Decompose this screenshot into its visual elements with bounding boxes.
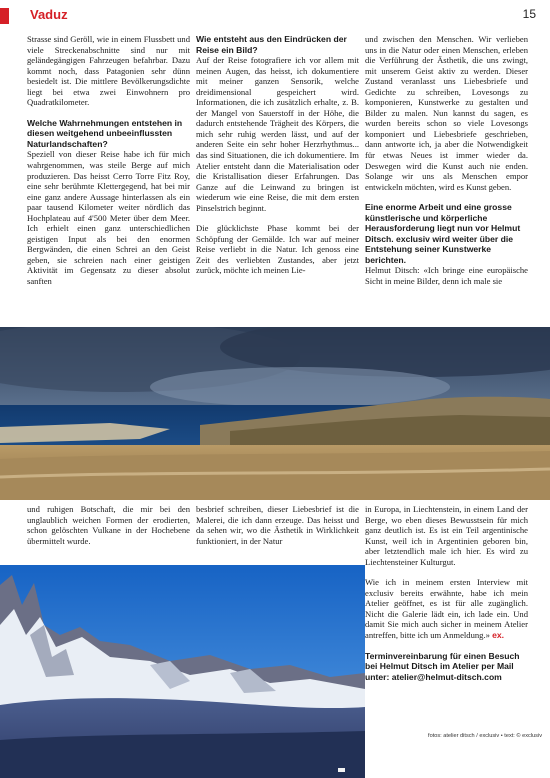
paragraph: Helmut Ditsch: «Ich bringe eine europäische Sicht in meine Bilder, denn ich male sie <box>365 265 528 287</box>
lake-landscape-image <box>0 327 550 500</box>
lake-landscape-photo <box>0 327 550 500</box>
lower-column-2 <box>196 504 359 559</box>
section-marker <box>0 8 9 24</box>
paragraph: Die glücklichste Phase kommt bei der Schöpfung der Gemälde. Ich war auf meiner Reise verliebt in die Natur. Ich genoss eine Zeit des verliebten Zustandes, aber jetzt zurück, möchte ich meinen Lie- <box>196 223 359 276</box>
paragraph: Auf der Reise fotografiere ich vor allem mit meinen Augen, das heisst, ich dokumentiere mit meiner ganzen Sensorik, welche dreidimensional gespeichert wird. Informationen, die ich zusätzlich erhalte, z. B. der Mangel von Sauerstoff in der Höhe, die dadurch entstehende Trägheit des Körpers, die mich sehr ruhig werden lässt, und auf der anderen Seite ein sehr hoher Herzrhythmus... das sind Situationen, die ich dokumentiere. Im Atelier entsteht dann die Materialisation oder die Kristallisation dieser Erfahrungen. Das Ganze auf die Leinwand zu bringen ist wiederum wie eine Reise, die mit dem ersten Pinselstrich beginnt. <box>196 55 359 213</box>
paragraph: Strasse sind Geröll, wie in einem Flussbett und viele Streckenabschnitte sind nur mit geländegängigen Fahrzeugen befahrbar. Dazu kommt noch, dass Patagonien sehr dünn besiedelt ist. Die mittlere Bevölkerungsdichte liegt bei etwa zwei Einwohnern pro Quadratkilometer. <box>27 34 190 108</box>
photo-credits: fotos: atelier ditsch / exclusiv • text: © exclusiv <box>428 733 542 739</box>
paragraph: und ruhigen Botschaft, die mir bei den unglaublich weichen Formen der erodierten, schon gelöschten Vulkane in der Hochebene übermittelt wurde. <box>27 504 190 546</box>
section-title: Vaduz <box>30 7 68 22</box>
closing-text: Wie ich in meinem ersten Interview mit exclusiv bereits erwähnte, habe ich mein Atelier geöffnet, es ist für alle zugänglich. Nicht die Galerie lädt ein, ich lade ein. Und damit Sie mich auch sicher in meinem Atelier antreffen, bitte ich um Anmeldung.» <box>365 577 528 641</box>
column-3 <box>365 34 528 324</box>
page-number: 15 <box>522 7 536 21</box>
paragraph: besbrief schreiben, dieser Liebesbrief ist die Malerei, die ich dann erzeuge. Das heisst und da sehen wir, wo die Ästhetik in Wirklichkeit funktioniert, in der Natur <box>196 504 359 546</box>
paragraph: in Europa, in Liechtenstein, in einem Land der Berge, wo eben dieses Bewusstsein für mich ganz deutlich ist. Es ist ein Teil argentinische Kunst, weil ich in Argentinien geboren bin, aber letztendlich male ich hier. Es wird zu Liechtensteiner Kulturgut. <box>365 504 528 567</box>
paragraph: und zwischen den Menschen. Wir verlieben uns in die Natur oder einen Menschen, erleben die Verführung der Ästhetik, die uns zwingt, mit unserem Geist aktiv zu werden. Dieser Zustand veranlasst uns Liebesbriefe und Gedichte zu schreiben, Lovesongs zu komponieren, Kunstwerke zu gestalten und Bilder zu malen. Nun kannst du sagen, es wurden bereits schon so viele Lovesongs komponiert und Liebesbriefe geschrieben, dann antworte ich, ja aber die Notwendigkeit für etwas Neues ist immer wieder da. Deswegen wird die Kunst auch nie enden. Solange wir uns als Menschen empor entwickeln möchten, wird es Kunst geben. <box>365 34 528 192</box>
paragraph: Speziell von dieser Reise habe ich für mich wahrgenommen, was steile Berge auf mich produzieren. Das heisst Cerro Torre Fitz Roy, eine sehr berühmte Klettergegend, hat bei mir eine ganz andere Aussage hinterlassen als ein paar tausend Kilometer weiter nördlich das Hochplateau auf 4'500 Meter über dem Meer. Ich erhielt einen ganz unterschiedlichen geistigen Input als bei den enormen Bergwänden, die einen Schrei an den Geist geben, sie schreien nach einer geistigen Aktivität im Gegensatz zu dieser absolut sanften <box>27 149 190 287</box>
page-header <box>0 0 550 30</box>
interview-question: Wie entsteht aus den Eindrücken der Reise ein Bild? <box>196 34 347 55</box>
lower-column-1 <box>27 504 190 559</box>
column-2 <box>196 34 359 324</box>
paragraph <box>365 577 528 640</box>
interview-question: Eine enorme Arbeit und eine grosse künstlerische und körperliche Herausforderung liegt nun vor Helmut Ditsch. exclusiv wird weiter über die Entstehung seiner Kunstwerke berichten. <box>365 202 521 265</box>
column-1 <box>27 34 190 324</box>
mountain-photo <box>0 565 365 778</box>
lower-column-3 <box>365 504 528 730</box>
contact-info: Terminvereinbarung für einen Besuch bei Helmut Ditsch im Atelier per Mail unter: atelier@helmut-ditsch.com <box>365 650 520 682</box>
interview-question: Welche Wahrnehmungen entstehen in diesen weitgehend unbeeinflussten Naturlandschaften? <box>27 117 183 149</box>
mountain-image <box>0 565 365 778</box>
end-mark: ex. <box>492 630 505 641</box>
